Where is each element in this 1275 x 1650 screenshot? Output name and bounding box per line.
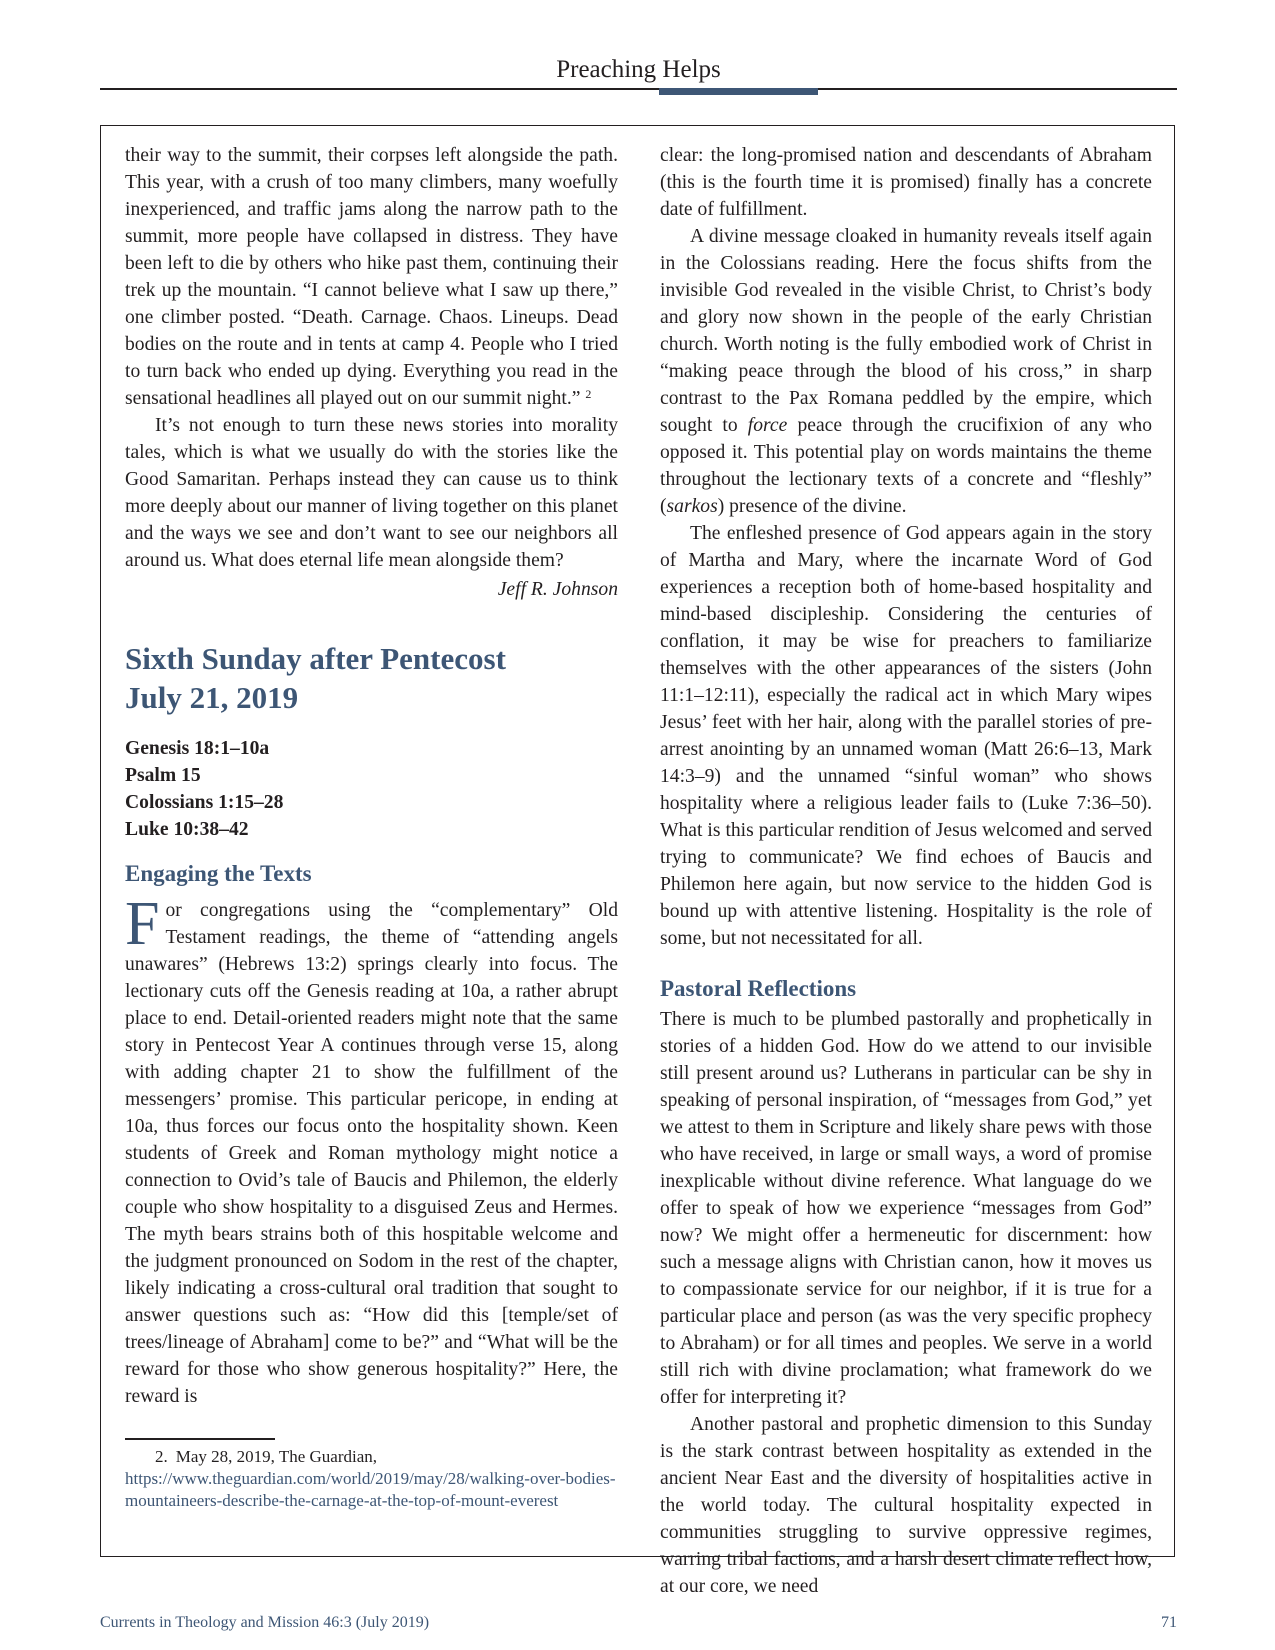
sunday-title — [125, 639, 618, 717]
reading-item: Luke 10:38–42 — [125, 819, 249, 840]
right-paragraph-1: clear: the long-promised nation and descendants of Abraham (this is the fourth time it is promised) finally has a concrete date of fulfillment. — [660, 145, 1152, 220]
engaging-texts-paragraph — [125, 890, 618, 1410]
engaging-texts-paragraph-text: or congregations using the “complementary” Old Testament readings, the theme of “attending angels unawares” (Hebrews 13:2) springs clearly into focus. The lectionary cuts off the Genesis reading at 10a, a rather abrupt place to end. Detail-oriented readers might note that the same story in Pentecost Year A continues through verse 15, along with adding chapter 21 to show the fulfillment of the messengers’ promise. This particular pericope, in ending at 10a, thus forces our focus onto the hospitality shown. Keen students of Greek and Roman mythology might notice a connection to Ovid’s tale of Baucis and Philemon, the elderly couple who show hospitality to a disguised Zeus and Hermes. The myth bears strains both of this hospitable welcome and the judgment pronounced on Sodom in the rest of the chapter, likely indicating a cross-cultural oral tradition that sought to answer questions such as: “How did this [temple/set of trees/lineage of Abraham] come to be?” and “What will be the reward for those who show generous hospitality?” Here, the reward is — [125, 900, 618, 1407]
emphasis-sarkos: sarkos — [666, 496, 718, 517]
footnote — [125, 1446, 618, 1512]
reading-item: Psalm 15 — [125, 765, 201, 786]
right-paragraph-4: There is much to be plumbed pastorally and prophetically in stories of a hidden God. How do we attend to our invisible still present around us? Lutherans in particular can be shy in speaking of personal inspiration, of “messages from God,” yet we attest to them in Scripture and likely share pews with those who have received, in large or small ways, a word of promise inexplicable without divine reference. What language do we offer to speak of how we experience “messages from God” now? We might offer a hermeneutic for discernment: how such a message aligns with Christian canon, how it moves us to compassionate service for our neighbor, if it is true for a particular place and person (as was the very specific prophecy to Abraham) or for all times and peoples. We serve in a world still rich with divine proclamation; what framework do we offer for interpreting it? — [660, 1009, 1152, 1408]
reading-item: Genesis 18:1–10a — [125, 738, 270, 759]
left-paragraph-1-text: their way to the summit, their corpses left alongside the path. This year, with a crush of too many climbers, many woefully inexperienced, and traffic jams along the narrow path to the summit, more people have collapsed in distress. They have been left to die by others who hike past them, continuing their trek up the mountain. “I cannot believe what I saw up there,” one climber posted. “Death. Carnage. Chaos. Lineups. Dead bodies on the route and in tents at camp 4. People who I tried to turn back who ended up dying. Everything you read in the sensational headlines all played out on our summit night.” — [125, 145, 618, 409]
footnote-rule — [125, 1438, 275, 1440]
emphasis-force: force — [747, 415, 788, 436]
author-signature: Jeff R. Johnson — [497, 579, 618, 600]
sunday-title-line-1: Sixth Sunday after Pentecost — [125, 641, 506, 676]
right-paragraph-2-text-c: ) presence of the divine. — [717, 496, 907, 517]
lectionary-readings — [125, 735, 618, 843]
header-accent-tab — [659, 88, 818, 95]
right-paragraph-5: Another pastoral and prophetic dimension to this Sunday is the stark contrast between hospitality as extended in the ancient Near East and the diversity of hospitalities active in the world today. The cultural hospitality expected in communities struggling to survive oppressive regimes, warring tribal factions, and a harsh desert climate reflect how, at our core, we need — [660, 1414, 1152, 1597]
reading-item: Colossians 1:15–28 — [125, 792, 284, 813]
left-paragraph-2: It’s not enough to turn these news stories into morality tales, which is what we usually do with the stories like the Good Samaritan. Perhaps instead they can cause us to think more deeply about our manner of living together on this planet and the ways we see and don’t want to see our neighbors all around us. What does eternal life mean alongside them? — [125, 415, 618, 571]
footnote-link[interactable]: https://www.theguardian.com/world/2019/may/28/walking-over-bodies-mountaineers-describe-the-carnage-at-the-top-of-mount-everest — [125, 1469, 616, 1510]
journal-citation: Currents in Theology and Mission 46:3 (July 2019) — [100, 1614, 430, 1631]
right-paragraph-2-text-b: peace through the crucifixion of any who opposed it. This potential play on words maintains the theme throughout the lectionary texts of a concrete and “fleshly” ( — [660, 415, 1152, 517]
footnote-text: May 28, 2019, The Guardian, — [175, 1447, 378, 1466]
right-column — [660, 142, 1152, 1600]
running-head — [100, 52, 1177, 88]
page-number: 71 — [1161, 1614, 1177, 1631]
right-paragraph-3: The enfleshed presence of God appears again in the story of Martha and Mary, where the incarnate Word of God experiences a reception both of home-based hospitality and mind-based discipleship. Considering the centuries of conflation, it may be wise for preachers to familiarize themselves with the other appearances of the sisters (John 11:1–12:11), especially the radical act in which Mary wipes Jesus’ feet with her hair, along with the parallel stories of pre-arrest anointing by an unnamed woman (Matt 26:6–13, Mark 14:3–9) and the unnamed “sinful woman” who shows hospitality where a religious leader fails to (Luke 7:36–50). What is this particular rendition of Jesus welcomed and served trying to communicate? We find echoes of Baucis and Philemon here again, but now service to the hidden God is bound up with attentive listening. Hospitality is the role of some, but not necessitated for all. — [660, 523, 1152, 949]
left-paragraph-1 — [125, 142, 618, 412]
right-paragraph-2-text-a: A divine message cloaked in humanity reveals itself again in the Colossians reading. Here the focus shifts from the invisible God revealed in the visible Christ, to Christ’s body and glory now shown in the people of the early Christian church. Worth noting is the fully embodied work of Christ in “making peace through the blood of his cross,” in sharp contrast to the Pax Romana peddled by the empire, which sought to — [660, 226, 1152, 436]
footnote-number: 2. — [155, 1447, 168, 1466]
header-rule — [100, 88, 1177, 90]
running-head-title: Preaching Helps — [556, 56, 721, 83]
section-heading-pastoral-reflections: Pastoral Reflections — [660, 976, 857, 1001]
section-heading-engaging-texts: Engaging the Texts — [125, 861, 312, 886]
drop-cap: F — [125, 890, 160, 958]
footnote-reference[interactable]: 2 — [585, 387, 592, 401]
sunday-title-line-2: July 21, 2019 — [125, 680, 299, 715]
right-paragraph-2 — [660, 223, 1152, 520]
left-column — [125, 142, 618, 1512]
